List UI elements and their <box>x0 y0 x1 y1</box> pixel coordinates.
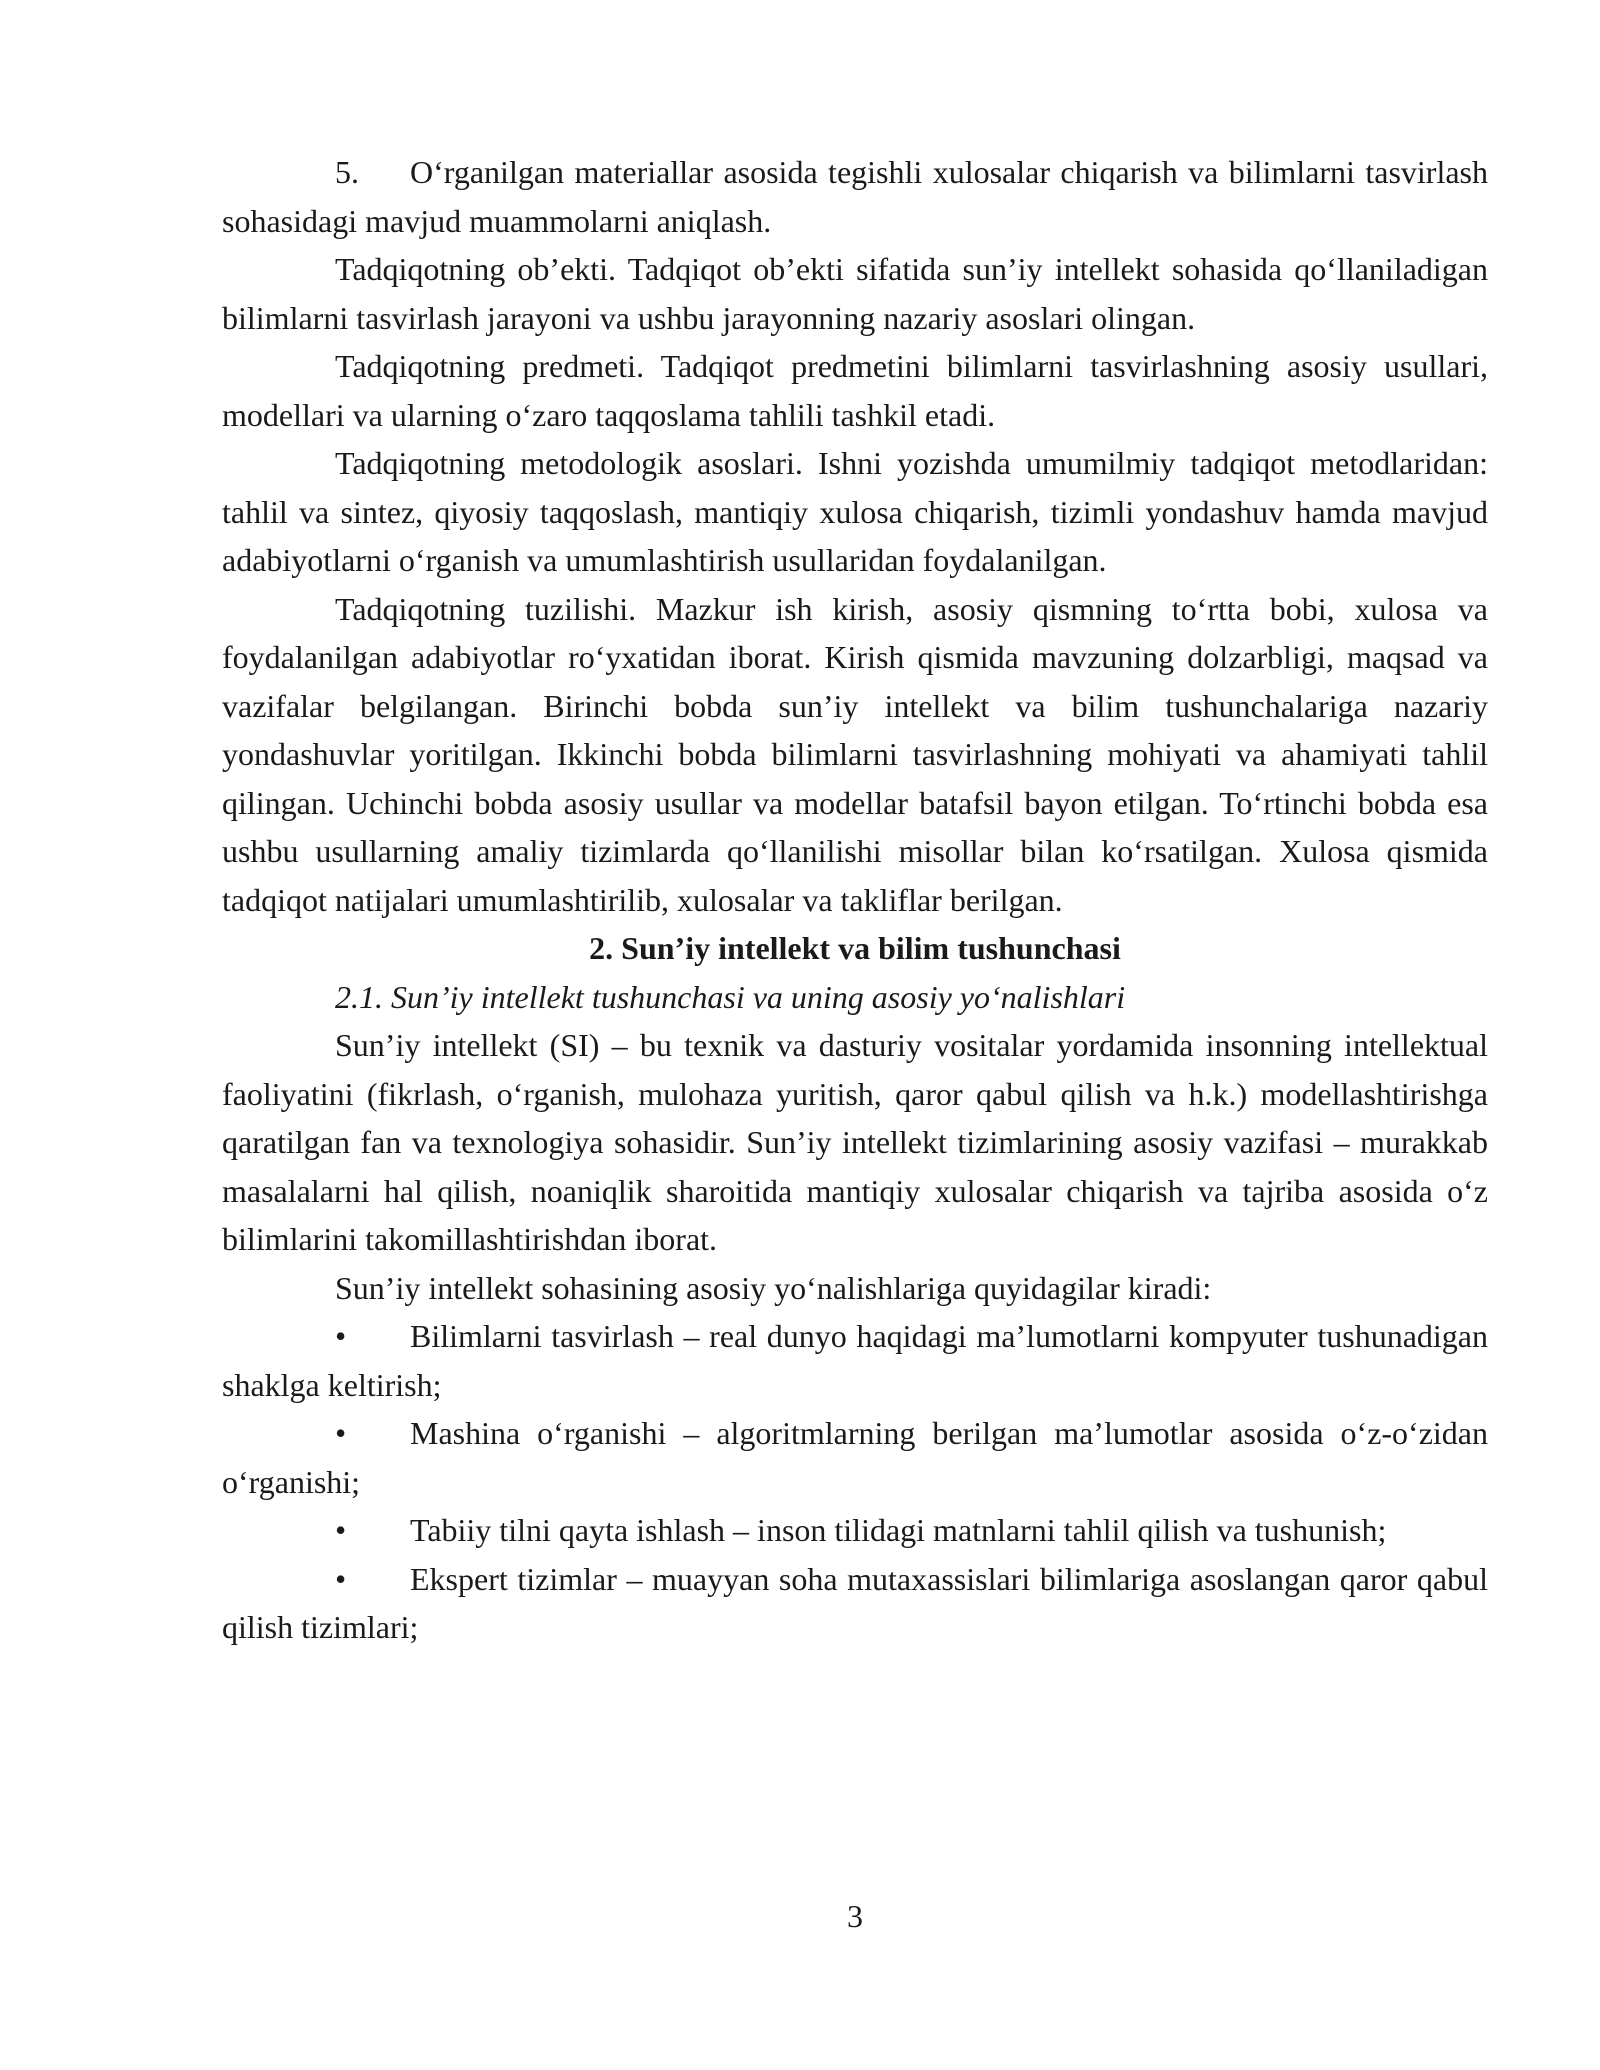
paragraph: Sun’iy intellekt (SI) – bu texnik va dasturiy vositalar yordamida insonning intellektual faoliyatini (fikrlash, o‘rganish, mulohaza yuritish, qaror qabul qilish va h.k.) modellashtirishga qaratilgan fan va texnologiya sohasidir. Sun’iy intellekt tizimlarining asosiy vazifasi – murakkab masalalarni hal qilish, noaniqlik sharoitida mantiqiy xulosalar chiqarish va tajriba asosida o‘z bilimlarini takomillashtirishdan iborat. <box>222 1027 1488 1257</box>
bullet-icon: • <box>335 1318 347 1354</box>
paragraph: Tadqiqotning ob’ekti. Tadqiqot ob’ekti sifatida sun’iy intellekt sohasida qo‘llaniladigan bilimlarni tasvirlash jarayoni va ushbu jarayonning nazariy asoslari olingan. <box>222 251 1488 336</box>
section-heading: 2. Sun’iy intellekt va bilim tushunchasi <box>589 930 1121 966</box>
paragraph: Sun’iy intellekt sohasining asosiy yo‘nalishlariga quyidagilar kiradi: <box>335 1269 1212 1306</box>
bullet-item <box>222 1409 1488 1506</box>
bullet-text: Bilimlarni tasvirlash – real dunyo haqidagi ma’lumotlarni kompyuter tushunadigan shaklga keltirish; <box>222 1318 1488 1403</box>
paragraph: Tadqiqotning tuzilishi. Mazkur ish kirish, asosiy qismning to‘rtta bobi, xulosa va foydalanilgan adabiyotlar ro‘yxatidan iborat. Kirish qismida mavzuning dolzarbligi, maqsad va vazifalar belgilangan. Birinchi bobda sun’iy intellekt va bilim tushunchalariga nazariy yondashuvlar yoritilgan. Ikkinchi bobda bilimlarni tasvirlashning mohiyati va ahamiyati tahlil qilingan. Uchinchi bobda asosiy usullar va modellar batafsil bayon etilgan. To‘rtinchi bobda esa ushbu usullarning amaliy tizimlarda qo‘llanilishi misollar bilan ko‘rsatilgan. Xulosa qismida tadqiqot natijalari umumlashtirilib, xulosalar va takliflar berilgan. <box>222 590 1488 918</box>
numbered-item <box>222 148 1488 245</box>
bullet-icon: • <box>335 1512 347 1548</box>
bullet-icon: • <box>335 1560 347 1597</box>
bullet-item <box>222 1312 1488 1409</box>
bullet-text: Tabiiy tilni qayta ishlash – inson tilidagi matnlarni tahlil qilish va tushunish; <box>410 1512 1387 1548</box>
item-number: 5. <box>335 154 359 190</box>
item-text: O‘rganilgan materiallar asosida tegishli xulosalar chiqarish va bilimlarni tasvirlash sohasidagi mavjud muammolarni aniqlash. <box>222 154 1488 239</box>
paragraph: Tadqiqotning metodologik asoslari. Ishni yozishda umumilmiy tadqiqot metodlaridan: tahlil va sintez, qiyosiy taqqoslash, mantiqiy xulosa chiqarish, tizimli yondashuv hamda mavjud adabiyotlarni o‘rganish va umumlashtirish usullaridan foydalanilgan. <box>222 445 1488 578</box>
bullet-text: Mashina o‘rganishi – algoritmlarning berilgan ma’lumotlar asosida o‘z-o‘zidan o‘rganishi; <box>222 1415 1488 1500</box>
paragraph: Tadqiqotning predmeti. Tadqiqot predmetini bilimlarni tasvirlashning asosiy usullari, modellari va ularning o‘zaro taqqoslama tahlili tashkil etadi. <box>222 348 1488 433</box>
bullet-item <box>222 1555 1488 1652</box>
bullet-item <box>222 1506 1488 1555</box>
bullet-icon: • <box>335 1415 347 1451</box>
subsection-heading: 2.1. Sun’iy intellekt tushunchasi va uning asosiy yo‘nalishlari <box>335 978 1126 1015</box>
page-number: 3 <box>847 1898 863 1934</box>
document-page <box>222 148 1488 1652</box>
bullet-text: Ekspert tizimlar – muayyan soha mutaxassislari bilimlariga asoslangan qaror qabul qilish tizimlari; <box>222 1560 1488 1645</box>
